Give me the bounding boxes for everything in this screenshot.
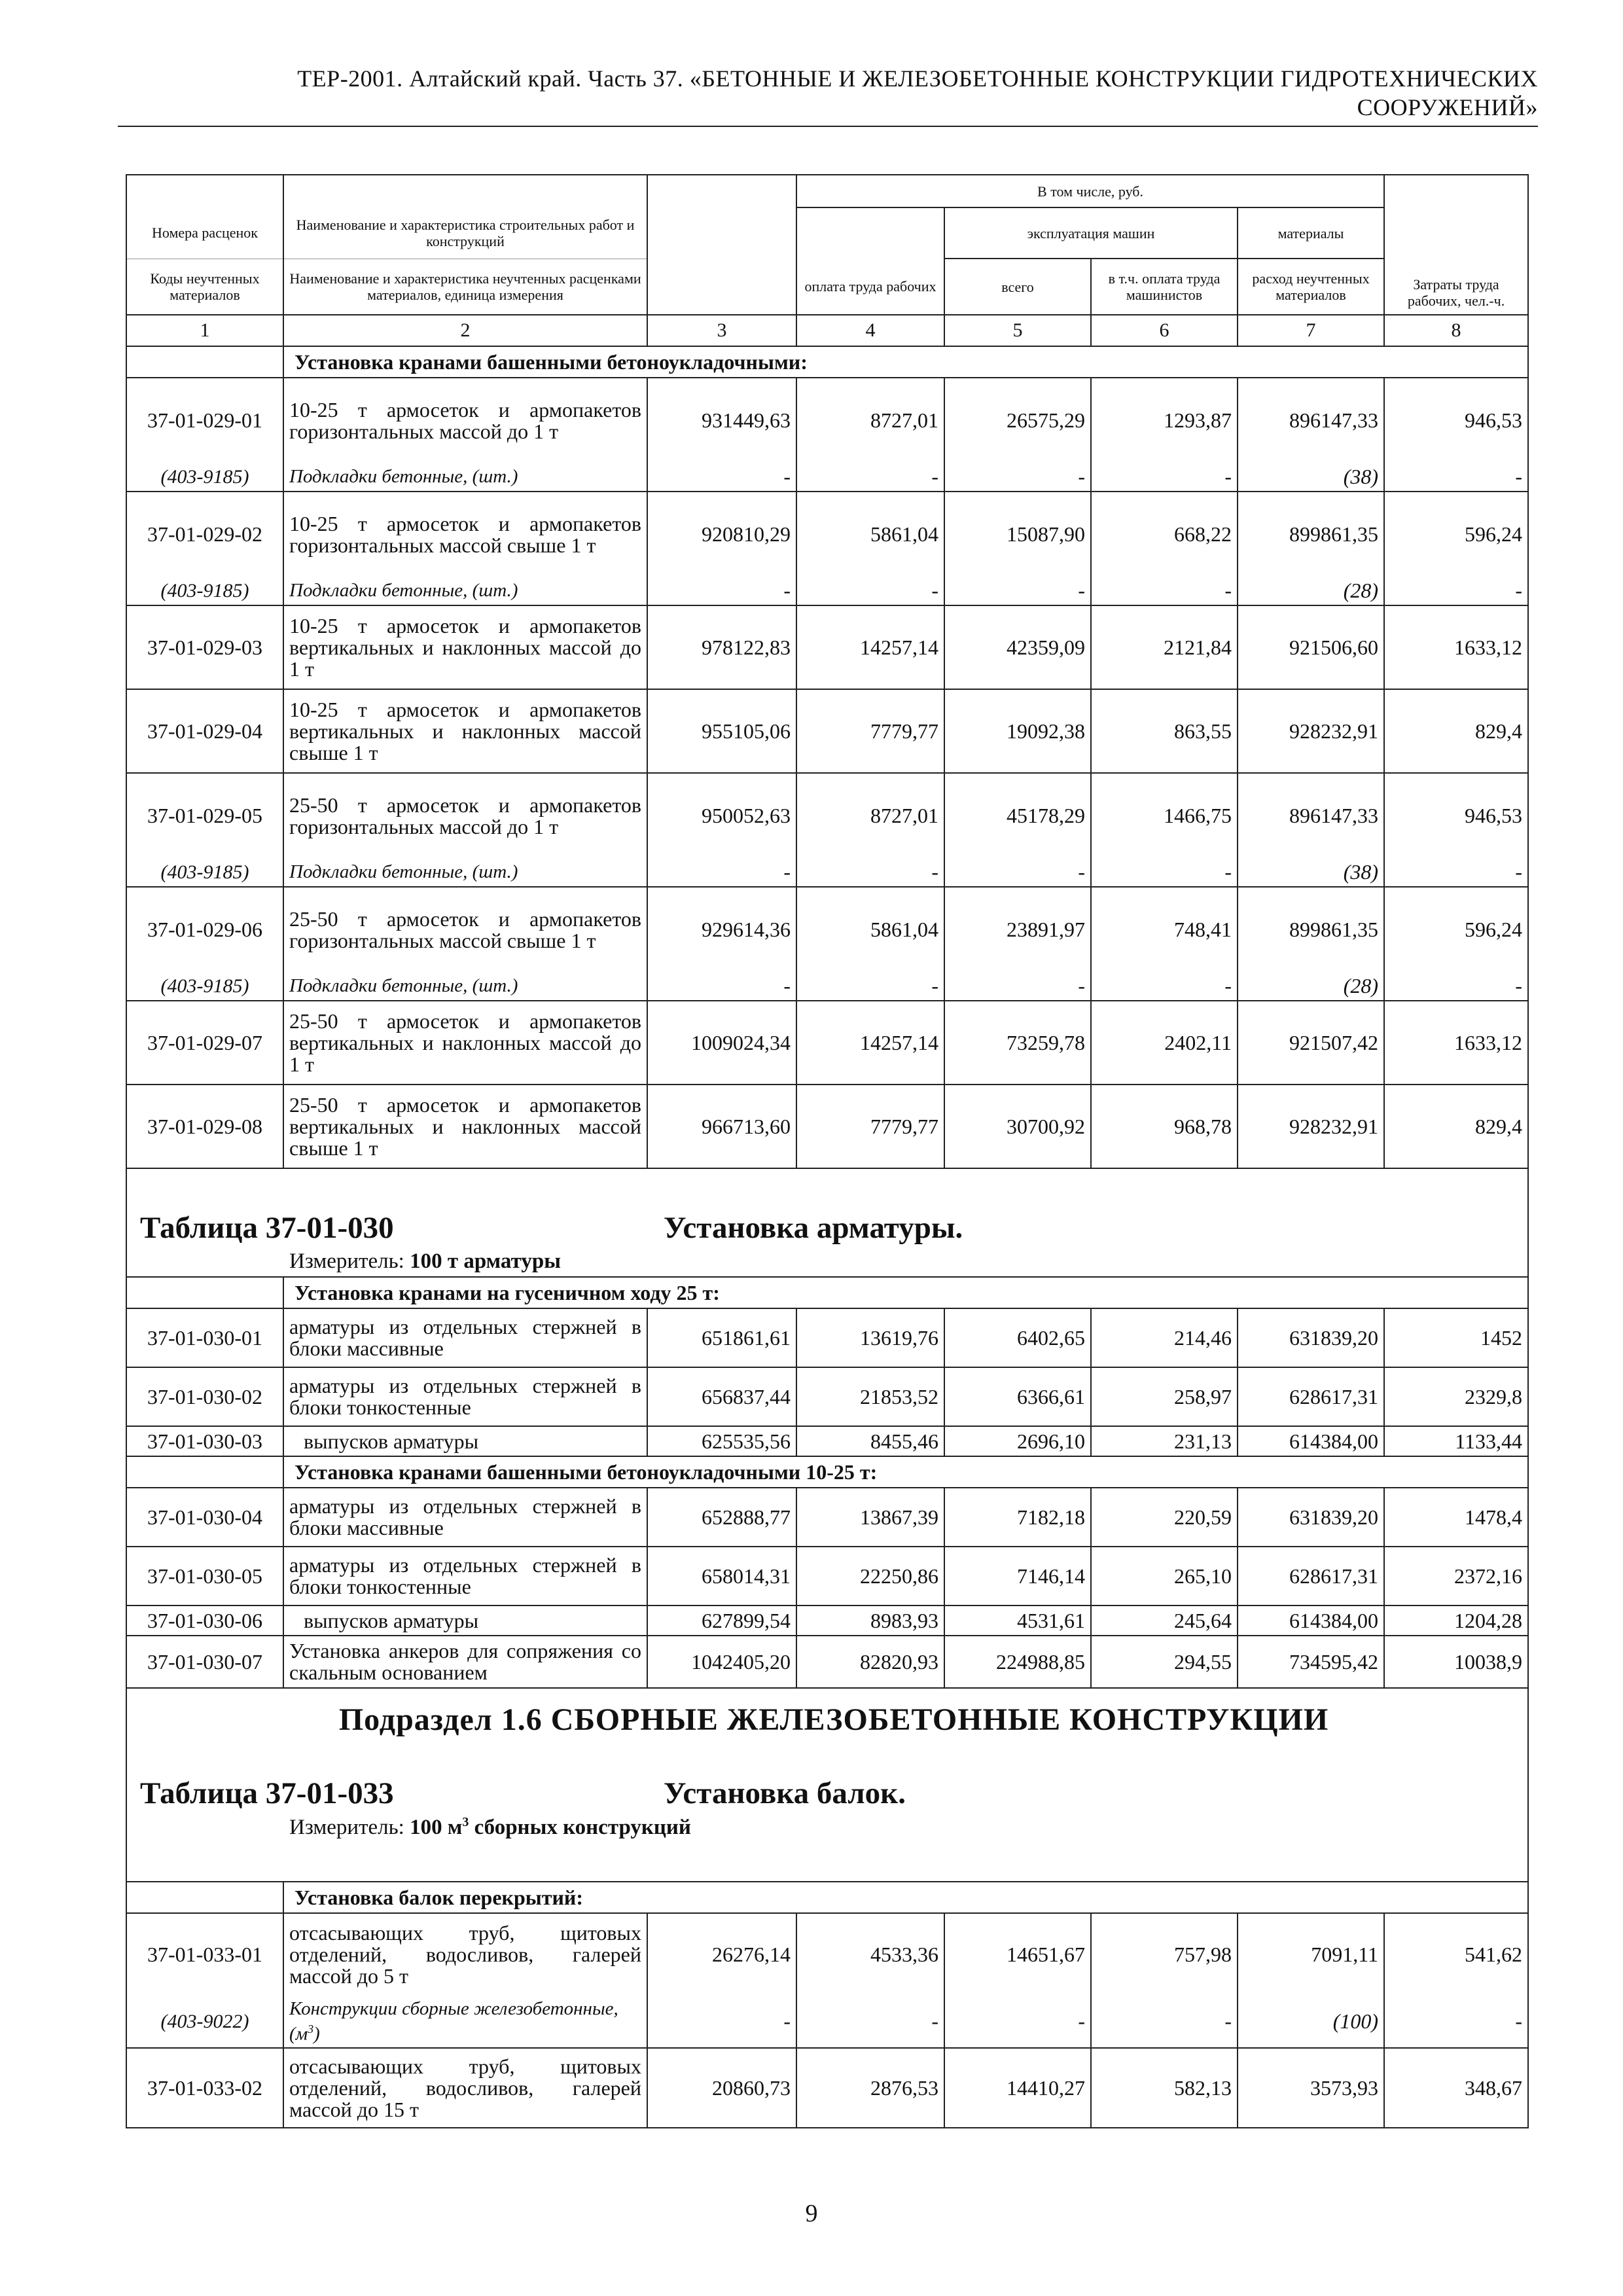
value-cell: 921506,60 [1238, 605, 1384, 689]
code-cell: 37-01-030-07 [126, 1636, 283, 1688]
value-cell: - [1384, 463, 1528, 492]
value-cell: 2696,10 [944, 1426, 1091, 1456]
code-cell: 37-01-029-05 [126, 773, 283, 858]
column-numbers-row [126, 315, 1528, 346]
operators-pay-header: в т.ч. оплата труда машинистов [1091, 259, 1238, 315]
in-that-header: В том числе, руб. [796, 175, 1384, 207]
value-cell: 896147,33 [1238, 773, 1384, 858]
table-row [126, 1913, 1528, 1996]
value-cell: 950052,63 [647, 773, 796, 858]
table-row [126, 1308, 1528, 1367]
value-cell: 13619,76 [796, 1308, 944, 1367]
section-title: Подраздел 1.6 СБОРНЫЕ ЖЕЛЕЗОБЕТОННЫЕ КОНСТРУКЦИИ [338, 1702, 1329, 1737]
table-cell: 3 [647, 315, 796, 346]
value-cell: 2372,16 [1384, 1547, 1528, 1605]
material-row [126, 972, 1528, 1001]
code-cell: 37-01-030-02 [126, 1367, 283, 1426]
value-cell: 829,4 [1384, 1085, 1528, 1168]
value-cell: 7091,11 [1238, 1913, 1384, 1996]
value-cell: 224988,85 [944, 1636, 1091, 1688]
code-cell: (403-9185) [126, 577, 283, 605]
code-cell: 37-01-029-06 [126, 887, 283, 972]
value-cell: 3573,93 [1238, 2048, 1384, 2128]
value-cell: 1009024,34 [647, 1001, 796, 1085]
value-cell: 7779,77 [796, 689, 944, 773]
material-usage-header: расход неучтенных материалов [1238, 259, 1384, 315]
name-cell: 10-25 т армосеток и армопакетов горизонтальных массой свыше 1 т [283, 492, 647, 577]
rate-number-header: Номера расценок [126, 207, 283, 259]
value-cell: - [796, 463, 944, 492]
value-cell: 14257,14 [796, 1001, 944, 1085]
value-cell: 734595,42 [1238, 1636, 1384, 1688]
machines-total-header: всего [944, 259, 1091, 315]
material-name-header: Наименование и характеристика неучтенных расценками материалов, единица измерения [283, 259, 647, 315]
code-cell: 37-01-030-01 [126, 1308, 283, 1367]
value-cell: 245,64 [1091, 1605, 1238, 1636]
value-cell: 19092,38 [944, 689, 1091, 773]
value-cell: 2121,84 [1091, 605, 1238, 689]
value-cell: 1633,12 [1384, 1001, 1528, 1085]
value-cell: 899861,35 [1238, 887, 1384, 972]
value-cell: 668,22 [1091, 492, 1238, 577]
table-row [126, 887, 1528, 972]
value-cell: 21853,52 [796, 1367, 944, 1426]
table-name: Установка балок. [664, 1776, 906, 1810]
table-cell [126, 1456, 283, 1488]
value-cell: 8455,46 [796, 1426, 944, 1456]
table-row [126, 492, 1528, 577]
value-cell: 23891,97 [944, 887, 1091, 972]
value-cell: 1133,44 [1384, 1426, 1528, 1456]
value-cell: 14410,27 [944, 2048, 1091, 2128]
table-row [126, 1547, 1528, 1605]
code-cell: (403-9185) [126, 858, 283, 887]
value-cell: 14257,14 [796, 605, 944, 689]
code-cell: 37-01-033-01 [126, 1913, 283, 1996]
value-cell: - [647, 463, 796, 492]
value-cell: (38) [1238, 463, 1384, 492]
running-header [118, 64, 1538, 122]
table-cell [126, 175, 283, 207]
value-cell: 82820,93 [796, 1636, 944, 1688]
value-cell: 10038,9 [1384, 1636, 1528, 1688]
value-cell: - [1384, 577, 1528, 605]
price-table [126, 174, 1529, 2128]
value-cell: 2329,8 [1384, 1367, 1528, 1426]
table-cell: 8 [1384, 315, 1528, 346]
table-cell [126, 346, 283, 378]
code-cell: 37-01-030-05 [126, 1547, 283, 1605]
name-cell: 25-50 т армосеток и армопакетов горизонтальных массой свыше 1 т [283, 887, 647, 972]
value-cell: 920810,29 [647, 492, 796, 577]
value-cell: - [647, 972, 796, 1001]
value-cell: - [944, 858, 1091, 887]
value-cell: 22250,86 [796, 1547, 944, 1605]
value-cell: 6366,61 [944, 1367, 1091, 1426]
value-cell: 921507,42 [1238, 1001, 1384, 1085]
value-cell: 614384,00 [1238, 1426, 1384, 1456]
table-title: Таблица 37-01-033 [140, 1776, 394, 1810]
value-cell: - [1091, 972, 1238, 1001]
value-cell: 45178,29 [944, 773, 1091, 858]
name-cell: 10-25 т армосеток и армопакетов вертикальных и наклонных массой свыше 1 т [283, 689, 647, 773]
value-cell: 1478,4 [1384, 1488, 1528, 1547]
table-cell: 2 [283, 315, 647, 346]
table-cell [126, 1168, 1528, 1277]
value-cell: 14651,67 [944, 1913, 1091, 1996]
value-cell: - [647, 858, 796, 887]
value-cell: 348,67 [1384, 2048, 1528, 2128]
value-cell: 931449,63 [647, 378, 796, 463]
code-cell: 37-01-030-03 [126, 1426, 283, 1456]
value-cell: 628617,31 [1238, 1547, 1384, 1605]
table-cell: 5 [944, 315, 1091, 346]
value-cell: - [1091, 1996, 1238, 2048]
code-cell: 37-01-029-01 [126, 378, 283, 463]
value-cell: 651861,61 [647, 1308, 796, 1367]
value-cell: 896147,33 [1238, 378, 1384, 463]
value-cell: 631839,20 [1238, 1308, 1384, 1367]
value-cell: - [944, 1996, 1091, 2048]
value-cell: - [647, 577, 796, 605]
value-cell: 5861,04 [796, 887, 944, 972]
table-row [126, 2048, 1528, 2128]
table-cell [647, 175, 796, 315]
value-cell: 625535,56 [647, 1426, 796, 1456]
value-cell: - [944, 577, 1091, 605]
value-cell: 582,13 [1091, 2048, 1238, 2128]
value-cell: 1204,28 [1384, 1605, 1528, 1636]
value-cell: 946,53 [1384, 378, 1528, 463]
value-cell: - [796, 1996, 944, 2048]
measure-unit: Измеритель: 100 $м^3$ сборных конструкций [289, 1815, 691, 1839]
code-cell: 37-01-030-06 [126, 1605, 283, 1636]
value-cell: 4533,36 [796, 1913, 944, 1996]
value-cell: 652888,77 [647, 1488, 796, 1547]
value-cell: 628617,31 [1238, 1367, 1384, 1426]
value-cell: 294,55 [1091, 1636, 1238, 1688]
value-cell: - [796, 972, 944, 1001]
materials-header: материалы [1238, 207, 1384, 259]
value-cell: - [796, 858, 944, 887]
code-cell: (403-9185) [126, 463, 283, 492]
name-cell: 25-50 т армосеток и армопакетов вертикальных и наклонных массой свыше 1 т [283, 1085, 647, 1168]
table-title-row [126, 1168, 1528, 1277]
value-cell: - [1384, 972, 1528, 1001]
code-cell: 37-01-029-07 [126, 1001, 283, 1085]
table-row [126, 1636, 1528, 1688]
value-cell: 8983,93 [796, 1605, 944, 1636]
value-cell: 928232,91 [1238, 689, 1384, 773]
value-cell: 966713,60 [647, 1085, 796, 1168]
value-cell: 8727,01 [796, 378, 944, 463]
table-name: Установка арматуры. [664, 1211, 963, 1245]
work-name-header: Наименование и характеристика строительных работ и конструкций [283, 207, 647, 259]
value-cell: 220,59 [1091, 1488, 1238, 1547]
value-cell: 658014,31 [647, 1547, 796, 1605]
value-cell: 4531,61 [944, 1605, 1091, 1636]
value-cell: 20860,73 [647, 2048, 796, 2128]
table-cell [126, 1882, 283, 1913]
header-line-1: ТЕР-2001. Алтайский край. Часть 37. «БЕТОННЫЕ И ЖЕЛЕЗОБЕТОННЫЕ КОНСТРУКЦИИ ГИДРОТЕХНИЧЕСКИХ [297, 65, 1538, 92]
value-cell: 15087,90 [944, 492, 1091, 577]
code-cell: 37-01-029-03 [126, 605, 283, 689]
value-cell: 863,55 [1091, 689, 1238, 773]
table-row [126, 1488, 1528, 1547]
value-cell: 656837,44 [647, 1367, 796, 1426]
value-cell: 265,10 [1091, 1547, 1238, 1605]
material-row [126, 1996, 1528, 2048]
value-cell: 1466,75 [1091, 773, 1238, 858]
table-cell: 1 [126, 315, 283, 346]
value-cell: - [1384, 858, 1528, 887]
name-cell: отсасывающих труб, щитовых отделений, водосливов, галерей массой до 5 т [283, 1913, 647, 1996]
code-cell: 37-01-030-04 [126, 1488, 283, 1547]
value-cell: - [944, 972, 1091, 1001]
value-cell: (28) [1238, 577, 1384, 605]
value-cell: 757,98 [1091, 1913, 1238, 1996]
value-cell: 231,13 [1091, 1426, 1238, 1456]
value-cell: (38) [1238, 858, 1384, 887]
value-cell: 7182,18 [944, 1488, 1091, 1547]
value-cell: - [1384, 1996, 1528, 2048]
value-cell: 258,97 [1091, 1367, 1238, 1426]
table-cell [126, 1688, 1528, 1882]
value-cell: 929614,36 [647, 887, 796, 972]
section-row [126, 1688, 1528, 1882]
value-cell: 26575,29 [944, 378, 1091, 463]
table-cell: 6 [1091, 315, 1238, 346]
value-cell: 7146,14 [944, 1547, 1091, 1605]
material-row [126, 577, 1528, 605]
value-cell: 899861,35 [1238, 492, 1384, 577]
measure-unit: Измеритель: 100 т арматуры [289, 1249, 561, 1273]
table-row [126, 1605, 1528, 1636]
name-cell: 10-25 т армосеток и армопакетов горизонтальных массой до 1 т [283, 378, 647, 463]
name-cell: арматуры из отдельных стержней в блоки массивные [283, 1488, 647, 1547]
name-cell: Подкладки бетонные, (шт.) [283, 972, 647, 1001]
name-cell: 25-50 т армосеток и армопакетов вертикальных и наклонных массой до 1 т [283, 1001, 647, 1085]
value-cell: - [1091, 577, 1238, 605]
table-row [126, 1426, 1528, 1456]
value-cell: 928232,91 [1238, 1085, 1384, 1168]
table-cell [796, 207, 944, 259]
page-number: 9 [805, 2200, 818, 2227]
code-cell: (403-9022) [126, 1996, 283, 2048]
table-cell: 7 [1238, 315, 1384, 346]
subsection-heading: Установка кранами башенными бетоноукладочными: [283, 346, 1528, 378]
table-cell [126, 1277, 283, 1308]
name-cell: арматуры из отдельных стержней в блоки тонкостенные [283, 1547, 647, 1605]
name-cell: Конструкции сборные железобетонные, $(м^3)$ [283, 1996, 647, 2048]
code-cell: 37-01-029-04 [126, 689, 283, 773]
value-cell: - [944, 463, 1091, 492]
value-cell: 631839,20 [1238, 1488, 1384, 1547]
value-cell: 978122,83 [647, 605, 796, 689]
name-cell: арматуры из отдельных стержней в блоки массивные [283, 1308, 647, 1367]
value-cell: 214,46 [1091, 1308, 1238, 1367]
table-cell [283, 175, 647, 207]
subsection-heading: Установка кранами башенными бетоноукладочными 10-25 т: [283, 1456, 1528, 1488]
value-cell: 6402,65 [944, 1308, 1091, 1367]
value-cell: 1452 [1384, 1308, 1528, 1367]
table-title: Таблица 37-01-030 [140, 1211, 394, 1245]
labor-pay-header: оплата труда рабочих [796, 259, 944, 315]
value-cell: 8727,01 [796, 773, 944, 858]
value-cell: 2402,11 [1091, 1001, 1238, 1085]
value-cell: (100) [1238, 1996, 1384, 2048]
value-cell: 1633,12 [1384, 605, 1528, 689]
table-row [126, 689, 1528, 773]
name-cell: арматуры из отдельных стержней в блоки тонкостенные [283, 1367, 647, 1426]
value-cell: 946,53 [1384, 773, 1528, 858]
value-cell: 748,41 [1091, 887, 1238, 972]
table-cell: 4 [796, 315, 944, 346]
value-cell: 26276,14 [647, 1913, 796, 1996]
header-line-2: СООРУЖЕНИЙ» [1357, 94, 1538, 120]
value-cell: (28) [1238, 972, 1384, 1001]
name-cell: 10-25 т армосеток и армопакетов вертикальных и наклонных массой до 1 т [283, 605, 647, 689]
material-row [126, 858, 1528, 887]
machines-header: эксплуатация машин [944, 207, 1238, 259]
name-cell: 25-50 т армосеток и армопакетов горизонтальных массой до 1 т [283, 773, 647, 858]
name-cell: отсасывающих труб, щитовых отделений, водосливов, галерей массой до 15 т [283, 2048, 647, 2128]
value-cell: - [1091, 858, 1238, 887]
value-cell: 42359,09 [944, 605, 1091, 689]
value-cell: 596,24 [1384, 887, 1528, 972]
header-rule [118, 126, 1538, 127]
name-cell: Подкладки бетонные, (шт.) [283, 577, 647, 605]
value-cell: 614384,00 [1238, 1605, 1384, 1636]
value-cell: 627899,54 [647, 1605, 796, 1636]
value-cell: 30700,92 [944, 1085, 1091, 1168]
value-cell: 829,4 [1384, 689, 1528, 773]
value-cell: - [647, 1996, 796, 2048]
material-codes-header: Коды неучтенных материалов [126, 259, 283, 315]
table-row [126, 1001, 1528, 1085]
code-cell: (403-9185) [126, 972, 283, 1001]
value-cell: - [1091, 463, 1238, 492]
name-cell: выпусков арматуры [283, 1605, 647, 1636]
name-cell: Подкладки бетонные, (шт.) [283, 463, 647, 492]
name-cell: выпусков арматуры [283, 1426, 647, 1456]
table-row [126, 605, 1528, 689]
table-row [126, 378, 1528, 463]
table-row [126, 1085, 1528, 1168]
value-cell: 968,78 [1091, 1085, 1238, 1168]
value-cell: 2876,53 [796, 2048, 944, 2128]
value-cell: 541,62 [1384, 1913, 1528, 1996]
subsection-heading: Установка кранами на гусеничном ходу 25 т: [283, 1277, 1528, 1308]
value-cell: - [796, 577, 944, 605]
value-cell: 5861,04 [796, 492, 944, 577]
name-cell: Подкладки бетонные, (шт.) [283, 858, 647, 887]
value-cell: 955105,06 [647, 689, 796, 773]
code-cell: 37-01-033-02 [126, 2048, 283, 2128]
value-cell: 7779,77 [796, 1085, 944, 1168]
value-cell: 1042405,20 [647, 1636, 796, 1688]
value-cell: 596,24 [1384, 492, 1528, 577]
value-cell: 13867,39 [796, 1488, 944, 1547]
subsection-heading: Установка балок перекрытий: [283, 1882, 1528, 1913]
labor-hours-header: Затраты труда рабочих, чел.-ч. [1384, 175, 1528, 315]
name-cell: Установка анкеров для сопряжения со скальным основанием [283, 1636, 647, 1688]
value-cell: 1293,87 [1091, 378, 1238, 463]
table-row [126, 773, 1528, 858]
value-cell: 73259,78 [944, 1001, 1091, 1085]
code-cell: 37-01-029-08 [126, 1085, 283, 1168]
material-row [126, 463, 1528, 492]
code-cell: 37-01-029-02 [126, 492, 283, 577]
table-row [126, 1367, 1528, 1426]
